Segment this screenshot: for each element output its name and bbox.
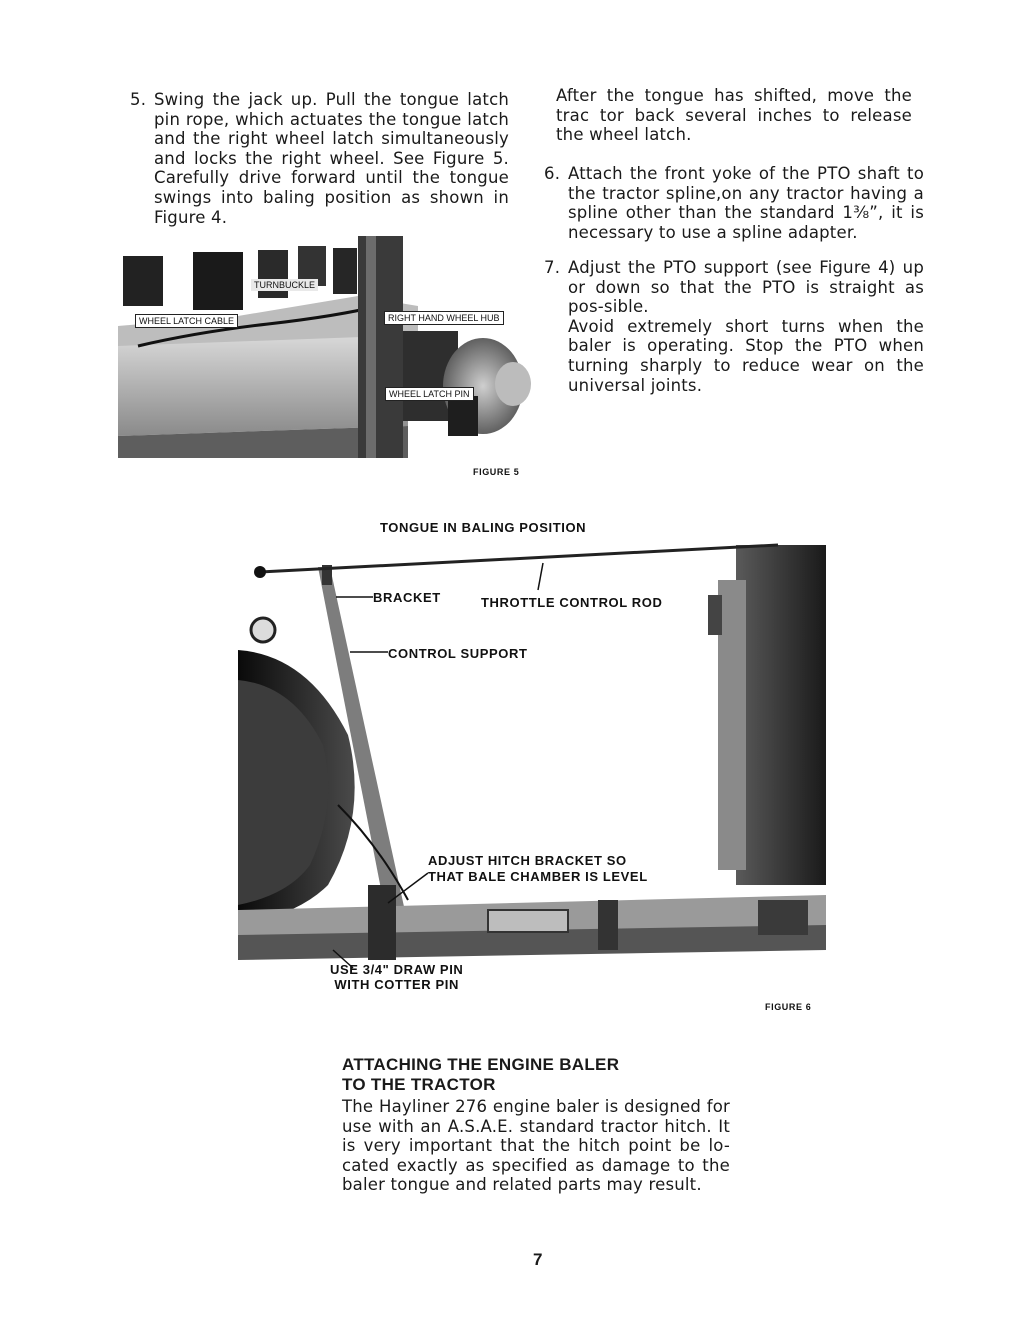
tongue-position-label: TONGUE IN BALING POSITION	[380, 520, 587, 535]
step-7-number: 7.	[544, 258, 561, 277]
turnbuckle-label: TURNBUCKLE	[251, 279, 318, 291]
control-support-label: CONTROL SUPPORT	[388, 646, 528, 661]
step-5-text: Swing the jack up. Pull the tongue latch pin rope, which actuates the tongue latch and the right wheel latch simultaneously and locks the right wheel. See Figure 5. Carefully drive forward until the tongue swings into baling position as shown in Figure 4.	[154, 90, 509, 227]
draw-pin-label	[330, 962, 463, 992]
figure-5-photo	[118, 236, 538, 458]
section-heading-line-1: ATTACHING THE ENGINE BALER	[342, 1055, 620, 1074]
throttle-control-rod-label: THROTTLE CONTROL ROD	[481, 595, 663, 610]
figure-5-caption: FIGURE 5	[473, 467, 520, 477]
figure-6-leader-lines	[238, 505, 826, 980]
section-body: The Hayliner 276 engine baler is designed for use with an A.S.A.E. standard tractor hitch. It is very important that the hitch point be lo-cated exactly as specified as damage to the baler tongue and related parts may result.	[342, 1097, 730, 1195]
step-7-text: Adjust the PTO support (see Figure 4) up or down so that the PTO is straight as pos-sible.	[568, 258, 924, 317]
page-number: 7	[533, 1250, 543, 1269]
wheel-latch-cable-label: WHEEL LATCH CABLE	[135, 314, 238, 328]
draw-pin-line-2: WITH COTTER PIN	[334, 977, 459, 992]
bracket-label: BRACKET	[373, 590, 441, 605]
adjust-hitch-line-1: ADJUST HITCH BRACKET SO	[428, 853, 627, 868]
step-6-number: 6.	[544, 164, 561, 183]
step-6	[544, 164, 924, 242]
section-heading	[342, 1055, 619, 1095]
section-heading-line-2: TO THE TRACTOR	[342, 1075, 496, 1094]
step-5-number: 5.	[130, 90, 147, 109]
step-5	[130, 90, 509, 227]
right-hand-wheel-hub-label: RIGHT HAND WHEEL HUB	[384, 311, 504, 325]
figure-6-photo	[238, 505, 826, 980]
step-7-caution: Avoid extremely short turns when the baler is operating. Stop the PTO when turning sharply to reduce wear on the universal joints.	[568, 316, 924, 395]
adjust-hitch-label	[428, 853, 648, 885]
wheel-latch-pin-label: WHEEL LATCH PIN	[385, 387, 474, 401]
figure-5-illustration	[118, 236, 538, 458]
adjust-hitch-line-2: THAT BALE CHAMBER IS LEVEL	[428, 869, 648, 884]
figure-6-caption: FIGURE 6	[765, 1002, 812, 1012]
shift-instructions: After the tongue has shifted, move the trac tor back several inches to release the wheel latch.	[556, 86, 912, 145]
step-6-text: Attach the front yoke of the PTO shaft to the tractor spline,on any tractor having a spline other than the standard 1⅜”, it is necessary to use a spline adapter.	[568, 164, 924, 242]
step-7	[544, 258, 924, 395]
draw-pin-line-1: USE 3/4" DRAW PIN	[330, 962, 464, 977]
